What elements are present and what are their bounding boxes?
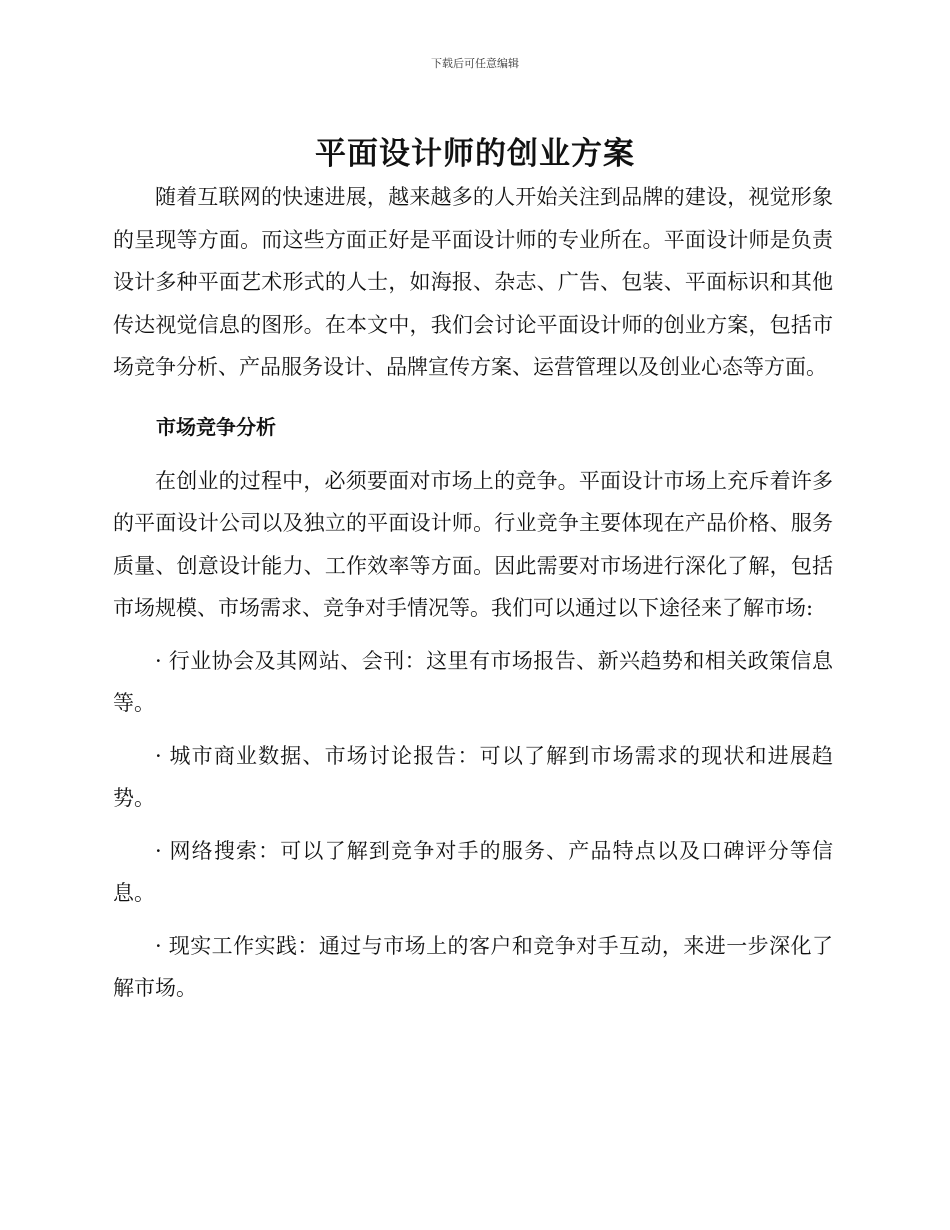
section-paragraph: 在创业的过程中，必须要面对市场上的竞争。平面设计市场上充斥着许多的平面设计公司以及独立的平面设计师。行业竞争主要体现在产品价格、服务质量、创意设计能力、工作效率等方面。因此需要对市场进行深化了解，包括市场规模、市场需求、竞争对手情况等。我们可以通过以下途径来了解市场:: [113, 468, 833, 620]
bullet-item: · 现实工作实践：通过与市场上的客户和竞争对手互动，来进一步深化了解市场。: [113, 933, 833, 1000]
header-note: 下载后可任意编辑: [431, 57, 519, 70]
bullet-item: · 网络搜索：可以了解到竞争对手的服务、产品特点以及口碑评分等信息。: [113, 838, 833, 905]
bullet-list: [113, 640, 833, 1010]
intro-paragraph: 随着互联网的快速进展，越来越多的人开始关注到品牌的建设，视觉形象的呈现等方面。而这些方面正好是平面设计师的专业所在。平面设计师是负责设计多种平面艺术形式的人士，如海报、杂志、广告、包装、平面标识和其他传达视觉信息的图形。在本文中，我们会讨论平面设计师的创业方案，包括市场竞争分析、产品服务设计、品牌宣传方案、运营管理以及创业心态等方面。: [113, 185, 833, 379]
document-body: [113, 176, 833, 1010]
bullet-item: · 城市商业数据、市场讨论报告：可以了解到市场需求的现状和进展趋势。: [113, 743, 833, 810]
bullet-item: · 行业协会及其网站、会刊：这里有市场报告、新兴趋势和相关政策信息等。: [113, 648, 833, 715]
section-heading: 市场竞争分析: [156, 414, 276, 439]
document-title: 平面设计师的创业方案: [315, 136, 635, 172]
